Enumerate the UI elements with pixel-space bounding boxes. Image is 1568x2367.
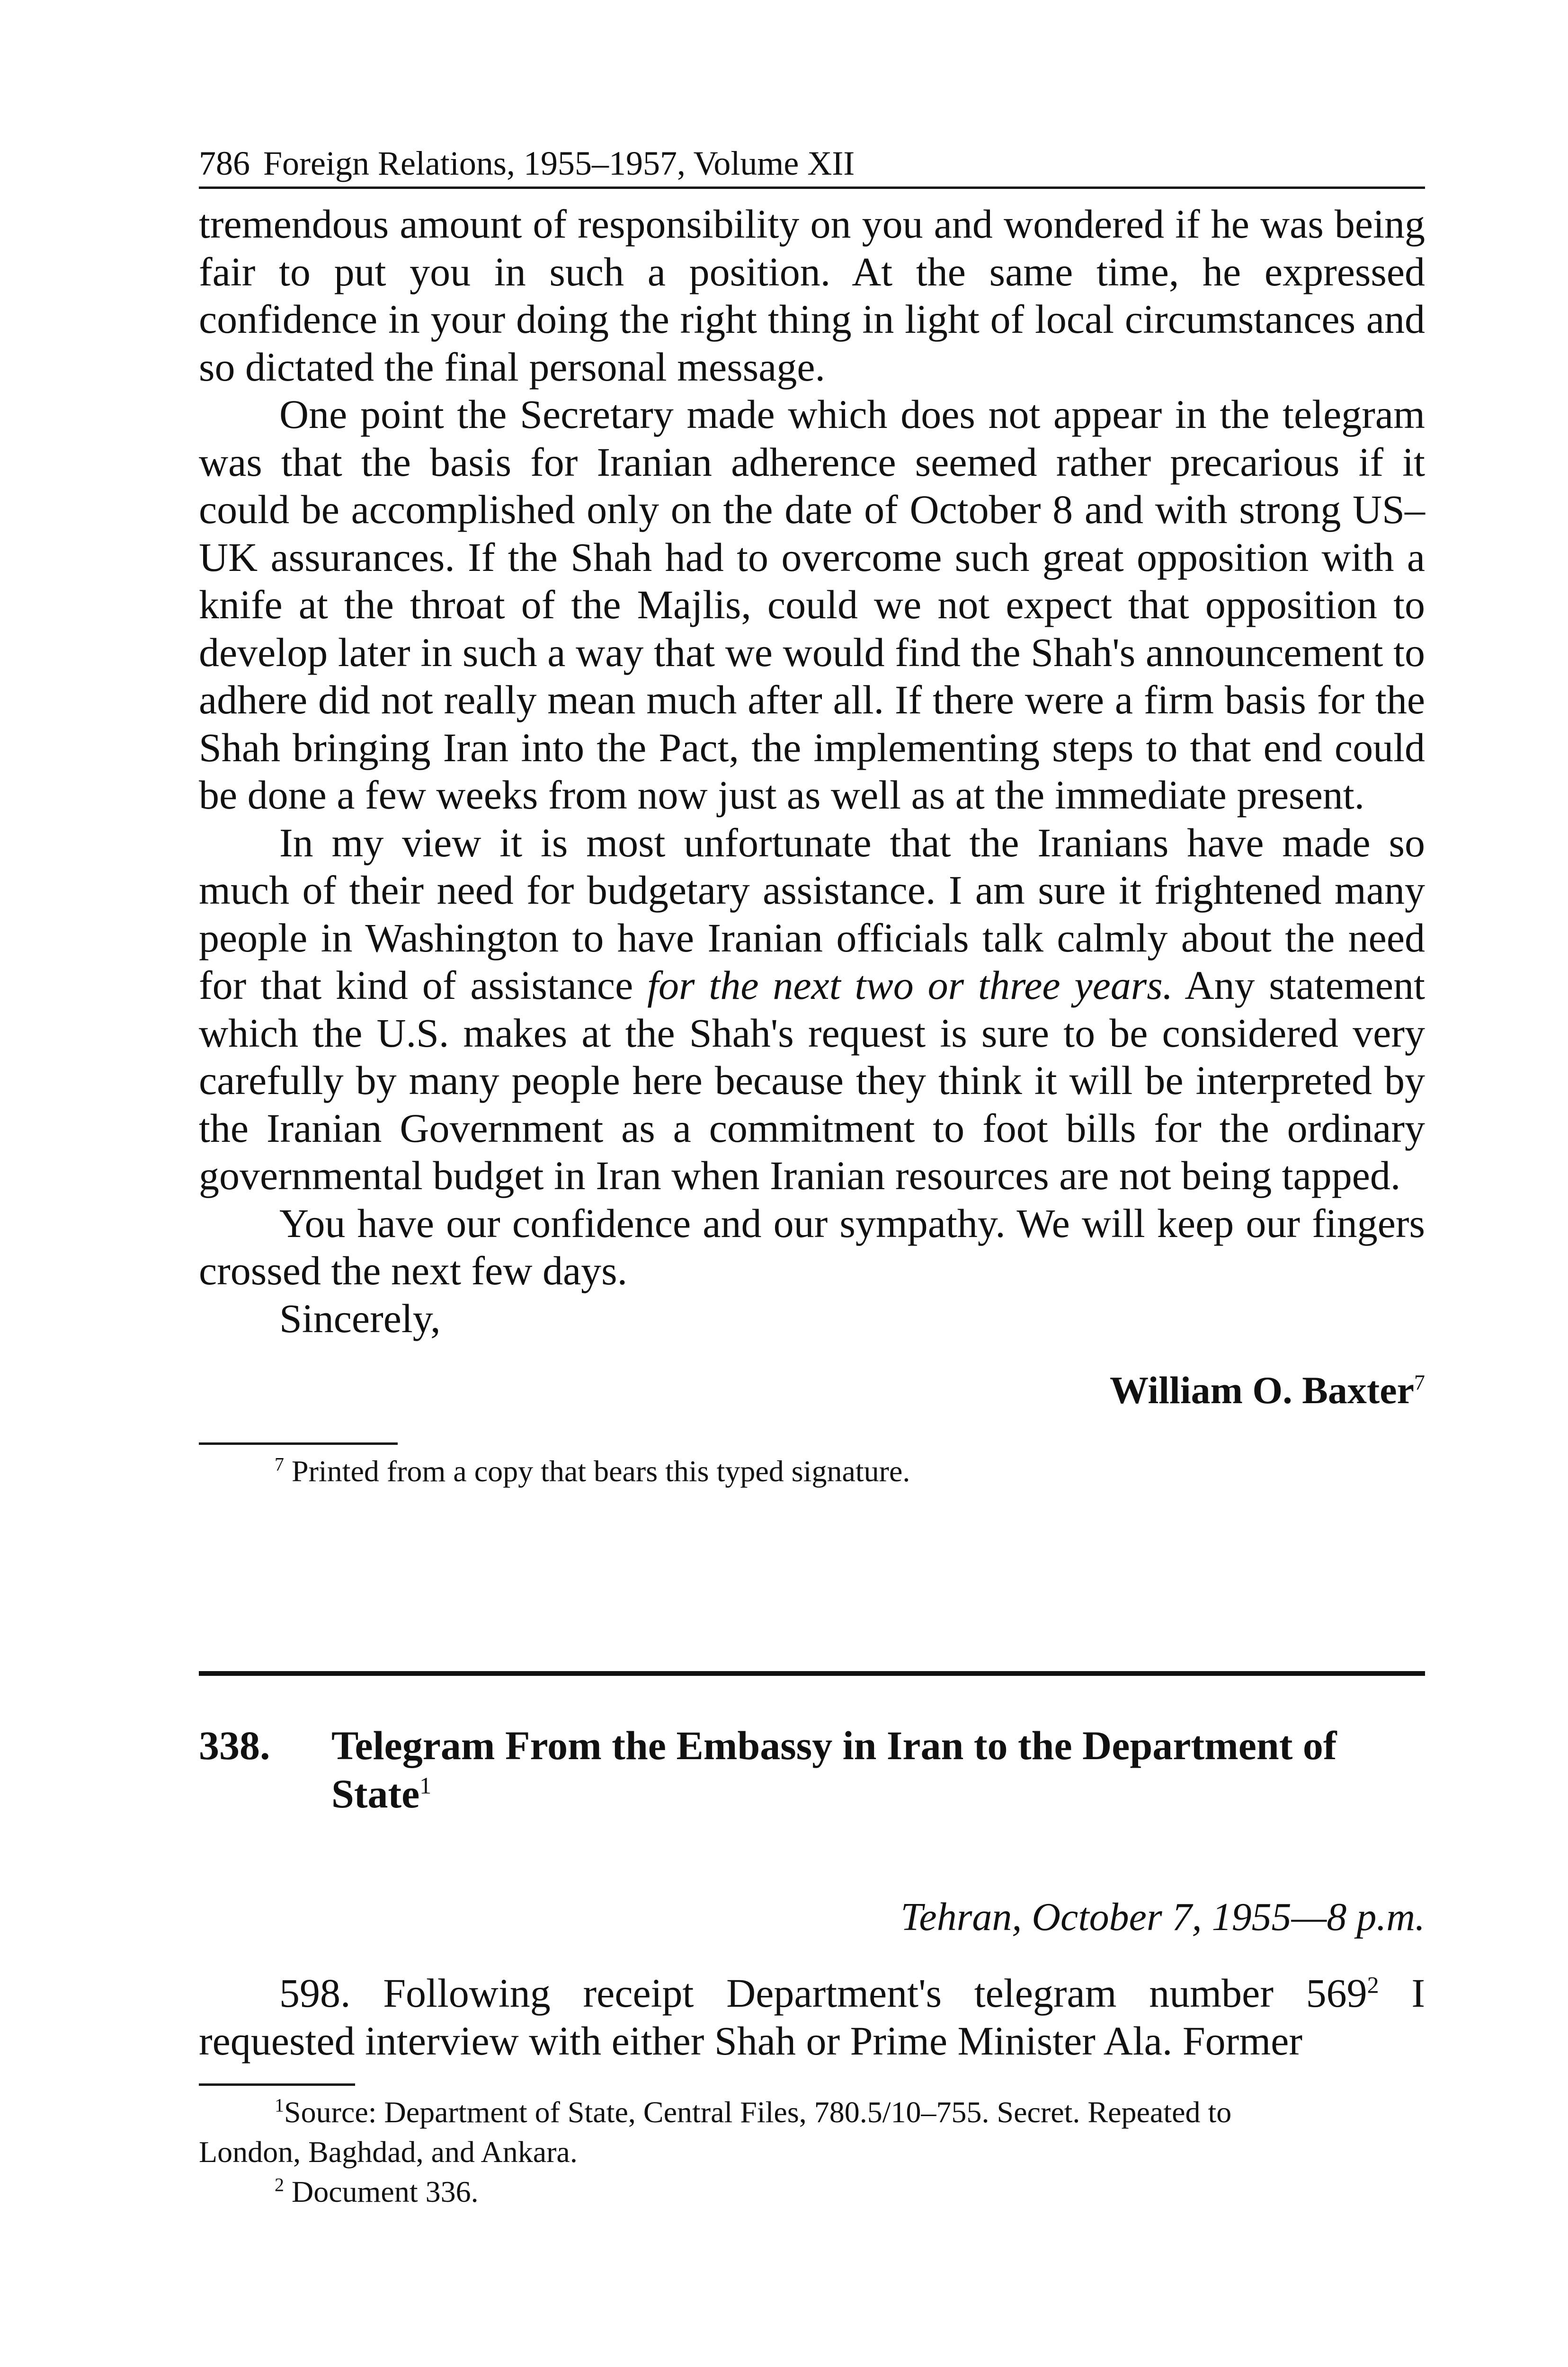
letter-paragraph-4: You have our confidence and our sympathy. We will keep our fingers crossed the next few days.	[199, 1200, 1425, 1293]
footnote-1	[199, 2092, 1425, 2172]
footnote-1-continuation: London, Baghdad, and Ankara.	[199, 2135, 578, 2169]
letter-paragraph-3	[199, 819, 1425, 1200]
footnote-7-mark: 7	[275, 1453, 284, 1475]
letter-body	[199, 200, 1425, 1342]
document-divider	[199, 1671, 1425, 1676]
footnote-1-mark: 1	[275, 2094, 284, 2116]
footnote-7	[199, 1451, 1425, 1491]
letter-continuation: tremendous amount of responsibility on you and wondered if he was being fair to put you in such a position. At the same time, he expressed confidence in your doing the right thing in light of local circumstances and so dictated the final personal message.	[199, 201, 1425, 390]
document-number: 338.	[199, 1723, 270, 1768]
signature-name: William O. Baxter	[1109, 1369, 1414, 1412]
footnote-divider-2	[199, 2083, 355, 2086]
footnotes	[199, 2092, 1425, 2212]
footnote-2-text: Document 336.	[292, 2175, 479, 2208]
signature-note-mark: 7	[1414, 1370, 1425, 1395]
footnote-2	[199, 2172, 1425, 2212]
document-body-end: I requested interview with either Shah or Prime Minister Ala. Former	[199, 1970, 1425, 2064]
document-title: Telegram From the Embassy in Iran to the Department of State	[331, 1723, 1337, 1816]
signature	[199, 1367, 1425, 1414]
page	[199, 142, 1425, 2212]
letter-paragraph-2: One point the Secretary made which does not appear in the telegram was that the basis for Iranian adherence seemed rather precarious if it could be accomplished only on the date of October 8 and with strong US–UK assurances. If the Shah had to overcome such great opposition with a knife at the throat of the Majlis, could we not expect that opposition to develop later in such a way that we would find the Shah's announcement to adhere did not really mean much after all. If there were a firm basis for the Shah bringing Iran into the Pact, the implementing steps to that end could be done a few weeks from now just as well as at the immediate present.	[199, 392, 1425, 818]
document-heading	[199, 1721, 1425, 1818]
paragraph-3-italic: for the next two or three years.	[647, 962, 1173, 1008]
dateline: Tehran, October 7, 1955—8 p.m.	[900, 1895, 1425, 1939]
footnote-2-mark: 2	[275, 2174, 284, 2196]
document-body	[199, 1969, 1425, 2064]
document-title-note-mark: 1	[419, 1772, 432, 1799]
document-body-note-mark: 2	[1367, 1971, 1379, 1998]
running-head-title: Foreign Relations, 1955–1957, Volume XII	[263, 144, 855, 182]
footnote-divider	[199, 1442, 398, 1445]
paragraph-3-start: In my view it is most unfortunate that the Iranians have made so much of their need for budgetary assistance. I am sure it frightened many people in Washington to have Iranian officials talk calmly about the need for that kind of assistance	[199, 819, 1425, 1008]
footnote-7-text: Printed from a copy that bears this typed signature.	[292, 1454, 910, 1488]
document-title-block	[331, 1721, 1425, 1818]
paragraph-3-end: Any statement which the U.S. makes at the Shah's request is sure to be considered very carefully by many people here because they think it will be interpreted by the Iranian Government as a commitment to foot bills for the ordinary governmental budget in Iran when Iranian resources are not being tapped.	[199, 962, 1425, 1198]
page-number: 786	[199, 144, 250, 182]
letter-closing: Sincerely,	[279, 1295, 441, 1341]
running-head	[199, 142, 1425, 189]
document-body-start: 598. Following receipt Department's telegram number 569	[279, 1970, 1367, 2016]
footnote-1-text: Source: Department of State, Central Files, 780.5/10–755. Secret. Repeated to	[284, 2095, 1232, 2129]
